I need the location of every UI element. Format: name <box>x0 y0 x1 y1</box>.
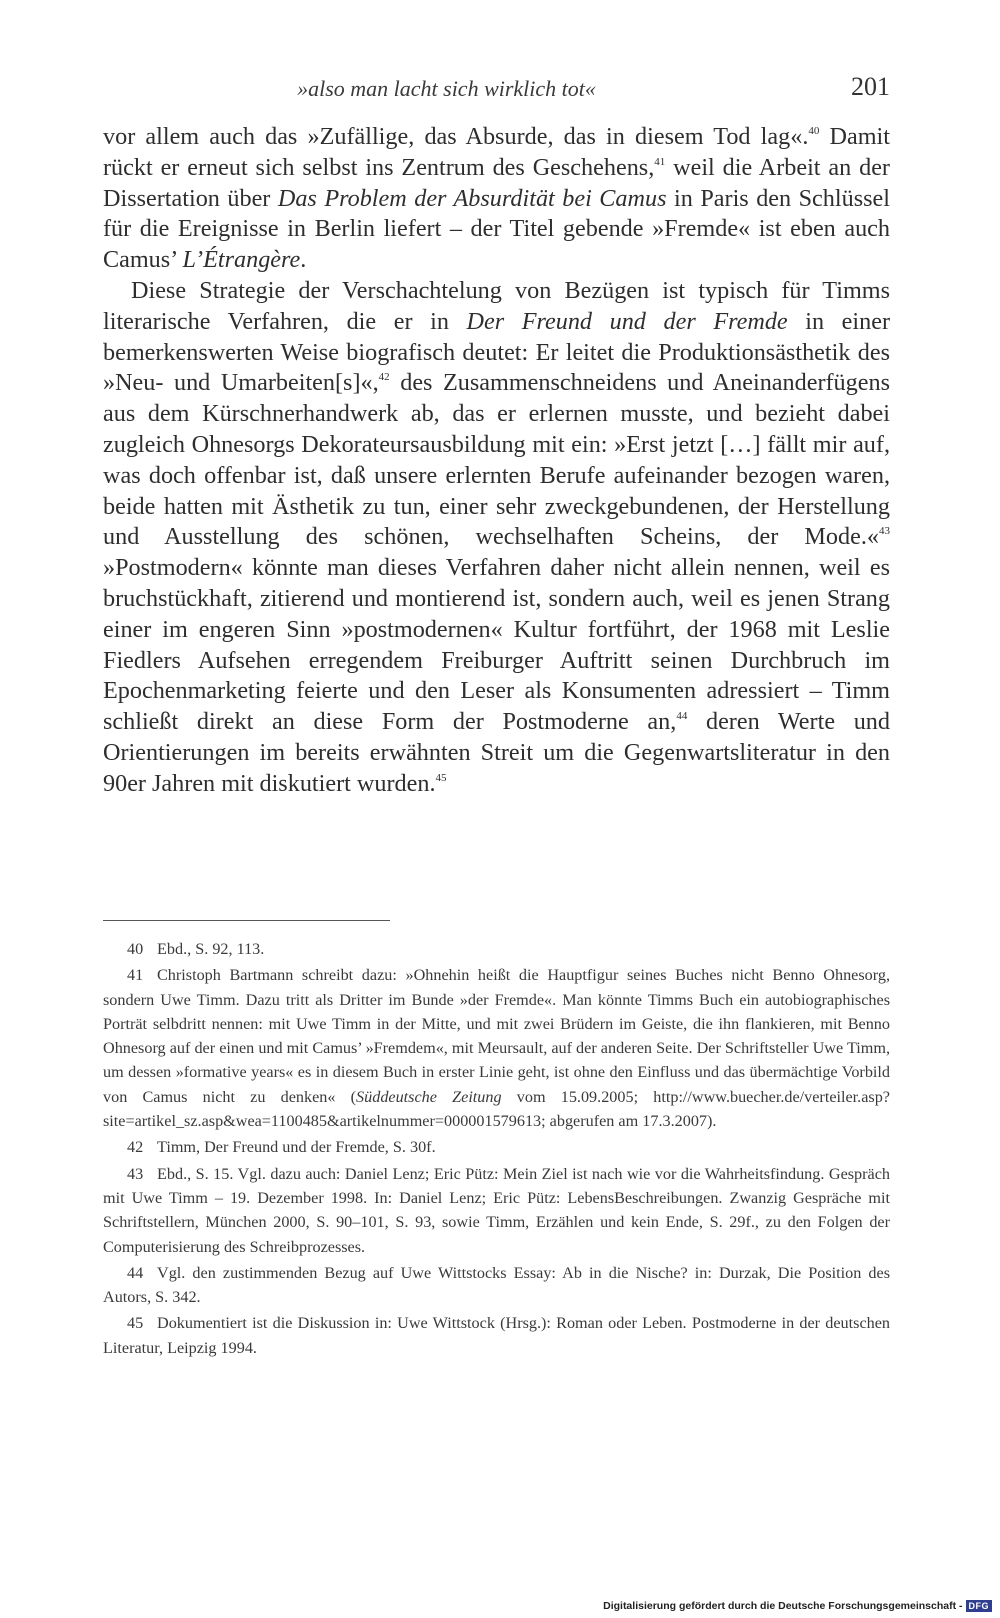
paragraph-1: vor allem auch das »Zufällige, das Absurde, das in diesem Tod lag«.$^{40}$ Damit rückt er erneut sich selbst ins Zentrum des Geschehens,$^{41}$ weil die Arbeit an der Dissertation über Das Problem der Absurdität bei Camus in Paris den Schlüssel für die Ereignisse in Berlin liefert – der Titel gebende »Fremde« ist eben auch Camus’ L’Étrangère. <box>103 123 890 274</box>
digitization-credit <box>603 1600 992 1612</box>
footnote-40: 40 Ebd., S. 92, 113. <box>103 937 890 961</box>
footnote-ref-42[interactable]: 42 <box>378 371 390 384</box>
footnote-ref-41[interactable]: 41 <box>654 155 666 168</box>
footnote-42: 42 Timm, Der Freund und der Fremde, S. 30f. <box>103 1135 890 1159</box>
dfg-logo-icon: DFG <box>966 1600 993 1612</box>
running-title: »also man lacht sich wirklich tot« <box>297 76 596 101</box>
page-number: 201 <box>851 72 890 101</box>
paragraph-2: Diese Strategie der Verschachtelung von Bezügen ist typisch für Timms literarische Verfahren, die er in Der Freund und der Fremde in einer bemerkenswerten Weise biografisch deutet: Er leitet die Produktionsästhetik des »Neu- und Umarbeiten[s]«,$^{42}$ des Zusammenschneidens und Aneinanderfügens aus dem Kürschnerhandwerk ab, das er erlernen musste, und bezieht dabei zugleich Ohnesorgs Dekorateursausbildung mit ein: »Erst jetzt […] fällt mir auf, was doch offenbar ist, daß unsere erlernten Berufe aufeinander bezogen waren, beide hatten mit Ästhetik zu tun, einer sehr zweckgebundenen, der Herstellung und Ausstellung des schönen, wechselhaften Scheins, der Mode.«$^{43}$ »Postmodern« könnte man dieses Verfahren daher nicht allein nennen, weil es bruchstückhaft, zitierend und montierend ist, sondern auch, weil es jenen Strang einer im engeren Sinn »postmodernen« Kultur fortführt, der 1968 mit Leslie Fiedlers Aufsehen erregendem Freiburger Auftritt seinen Durchbruch im Epochenmarketing feierte und den Leser als Konsumenten adressiert – Timm schließt direkt an diese Form der Postmoderne an,$^{44}$ deren Werte und Orientierungen im bereits erwähnten Streit um die Gegenwartsliteratur in den 90er Jahren mit diskutiert wurden.$^{45}$ <box>103 276 890 797</box>
footnote-43: 43 Ebd., S. 15. Vgl. dazu auch: Daniel Lenz; Eric Pütz: Mein Ziel ist nach wie vor die Wahrheitsfindung. Gespräch mit Uwe Timm – 19. Dezember 1998. In: Daniel Lenz; Eric Pütz: LebensBeschreibungen. Zwanzig Gespräche mit Schriftstellern, München 2000, S. 90–101, S. 93, sowie Timm, Erzählen und kein Ende, S. 29f., zu den Folgen der Computerisierung des Schreibprozesses. <box>103 1162 890 1259</box>
book-title: Der Freund und der Fremde <box>466 307 788 335</box>
footnote-number: 44 <box>127 1263 144 1282</box>
footnote-44: 44 Vgl. den zustimmenden Bezug auf Uwe Wittstocks Essay: Ab in die Nische? in: Durzak, Die Position des Autors, S. 342. <box>103 1261 890 1310</box>
footnote-ref-45[interactable]: 45 <box>435 771 447 784</box>
footnote-45: 45 Dokumentiert ist die Diskussion in: Uwe Wittstock (Hrsg.): Roman oder Leben. Postmoderne in der deutschen Literatur, Leipzig 1994. <box>103 1311 890 1360</box>
body-text <box>103 122 890 800</box>
footnote-number: 42 <box>127 1138 144 1157</box>
footnote-41: 41 Christoph Bartmann schreibt dazu: »Ohnehin heißt die Hauptfigur seines Buches nicht Benno Ohnesorg, sondern Uwe Timm. Dazu tritt als Dritter im Bunde »der Fremde«. Man könnte Timms Buch ein autobiographisches Porträt selbdritt nennen: mit Uwe Timm in der Mitte, und mit zwei Brüdern im Geiste, die ihn flankieren, mit Benno Ohnesorg auf der einen und mit Camus’ »Fremdem«, mit Meursault, auf der anderen Seite. Der Schriftsteller Uwe Timm, um dessen »formative years« es in diesem Buch in erster Linie geht, ist ohne den Einfluss und das übermächtige Vorbild von Camus nicht zu denken« (Süddeutsche Zeitung vom 15.09.2005; http://www.buecher.de/verteiler.asp?site=artikel_sz.asp&wea=1100485&artikelnummer=000001579613; abgerufen am 17.3.2007). <box>103 963 890 1133</box>
footnote-ref-44[interactable]: 44 <box>676 710 688 723</box>
footnotes <box>103 937 890 1362</box>
footnote-ref-40[interactable]: 40 <box>808 125 820 137</box>
footnote-number: 41 <box>127 966 144 985</box>
page-header <box>103 70 890 110</box>
source-title: Süddeutsche Zeitung <box>356 1087 502 1106</box>
footnote-number: 45 <box>127 1314 144 1333</box>
credit-text: Digitalisierung gefördert durch die Deutsche Forschungsgemeinschaft - <box>603 1600 963 1612</box>
footnote-number: 43 <box>127 1164 144 1183</box>
footnote-number: 40 <box>127 940 144 958</box>
footnote-ref-43[interactable]: 43 <box>879 525 890 538</box>
footnote-divider <box>103 920 390 921</box>
book-title: Das Problem der Absurdität bei Camus <box>277 184 667 212</box>
book-title: L’Étrangère <box>182 246 301 274</box>
